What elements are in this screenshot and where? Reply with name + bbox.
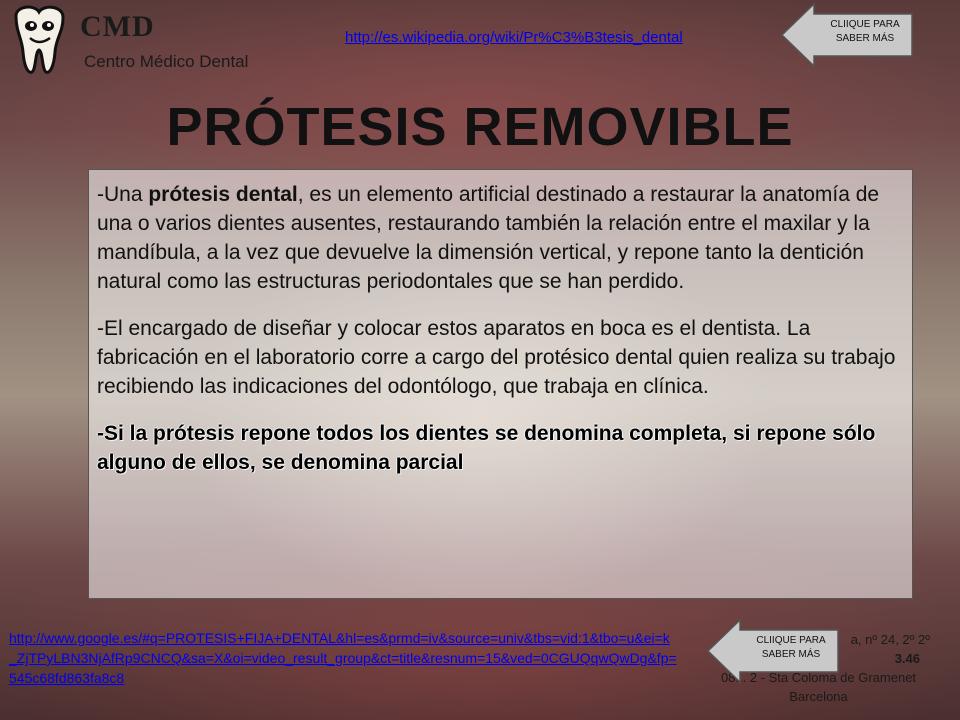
more-info-button-top[interactable] bbox=[780, 2, 916, 68]
google-video-link[interactable]: http://www.google.es/#q=PROTESIS+FIJA+DENTAL&hl=es&prmd=iv&source=univ&tbs=vid:1&tbo=u&ei=k_ZjTPyLBN3NjAfRp9CNCQ&sa=X&oi=video_result_group&ct=title&resnum=15&ved=0CGUQqwQwDg&fp=545c68fd863fa8c8 bbox=[9, 630, 677, 686]
paragraph-dentist: -El encargado de diseñar y colocar estos aparatos en boca es el dentista. La fabricación en el laboratorio corre a cargo del protésico dental quien realiza su trabajo recibiendo las indicaciones del odontólogo, que trabaja en clínica. bbox=[97, 317, 896, 398]
paragraph-definition-text: , es un elemento artificial destinado a restaurar la anatomía de una o varios dientes ausentes, restaurando también la relación entre el maxilar y la mandíbula, a la vez que devuelve la dimensión vertical, y repone tanto la dentición natural como las estructuras periodontales que se han perdido. bbox=[97, 183, 880, 293]
logo bbox=[6, 4, 296, 80]
page-title: PRÓTESIS REMOVIBLE bbox=[166, 97, 794, 157]
address-line-1: a, nº 24, 2º 2º bbox=[850, 632, 930, 647]
paragraph-definition bbox=[97, 180, 904, 296]
logo-subtitle: Centro Médico Dental bbox=[84, 52, 249, 71]
more-info-label-bottom: CLIIQUE PARA SABER MÁS bbox=[756, 635, 826, 660]
content-box bbox=[88, 169, 913, 599]
logo-word: CMD bbox=[80, 10, 155, 43]
paragraph-definition-term: prótesis dental bbox=[148, 183, 298, 206]
more-info-button-bottom[interactable] bbox=[706, 618, 842, 684]
address-region: Barcelona bbox=[789, 689, 848, 704]
tooth-icon bbox=[6, 4, 72, 76]
wikipedia-link[interactable]: http://es.wikipedia.org/wiki/Pr%C3%B3tesis_dental bbox=[345, 29, 683, 46]
address-phone: 3.46 bbox=[894, 651, 920, 666]
more-info-label-top: CLIIQUE PARA SABER MÁS bbox=[830, 19, 900, 44]
paragraph-definition-prefix: -Una bbox=[97, 183, 149, 206]
paragraph-types: -Si la prótesis repone todos los dientes se denomina completa, si repone sólo alguno de ellos, se denomina parcial bbox=[97, 422, 876, 474]
address-city: 08... 2 - Sta Coloma de Gramenet bbox=[720, 670, 917, 685]
